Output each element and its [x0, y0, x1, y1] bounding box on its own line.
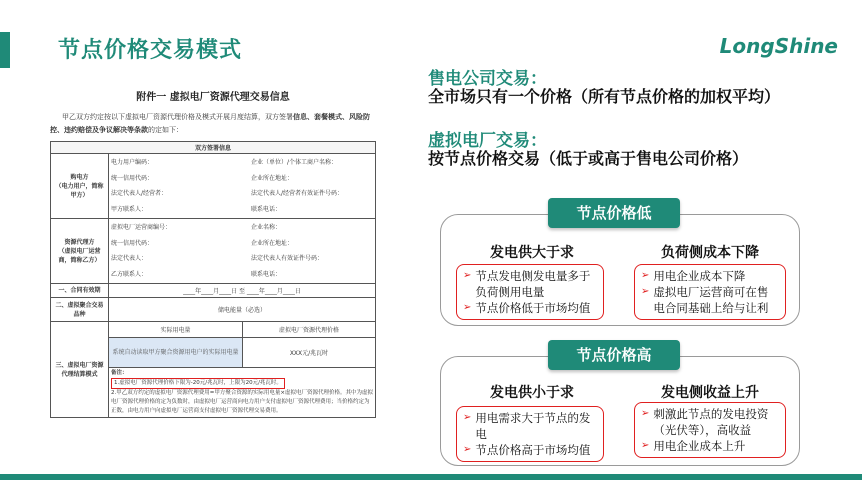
- agent-field-row: [111, 220, 373, 236]
- arrow-right-icon: ➢: [641, 286, 650, 297]
- list-item: [641, 438, 779, 454]
- price-value: XXX元/兆瓦时: [243, 338, 376, 368]
- list-item: [463, 268, 597, 300]
- contract-value: ____年____月____日 至 ____年____月____日: [109, 284, 376, 298]
- low-left-title: 发电供大于求: [490, 245, 574, 261]
- contract-label: 一、合同有效期: [51, 284, 109, 298]
- vpp-body: 按节点价格交易（低于或高于售电公司价格）: [428, 149, 749, 168]
- buyer-field-row: [111, 186, 373, 202]
- header-accent-bar: [0, 32, 10, 68]
- high-left-card: [456, 406, 604, 462]
- actual-usage-cell: 系统自动读取甲方聚合资源用电户的实际用电量: [109, 338, 243, 368]
- agent-label-text: 资源代理方 （虚拟电厂运营商，简称乙方）: [58, 238, 101, 264]
- high-right-card: [634, 402, 786, 458]
- document-intro: [50, 111, 376, 137]
- list-item: [641, 284, 779, 316]
- list-item-text: 用电企业成本下降: [653, 269, 746, 283]
- vpp-heading: 虚拟电厂交易：: [428, 131, 547, 151]
- list-item-text: 节点价格高于市场均值: [475, 443, 591, 457]
- list-item: [463, 442, 597, 458]
- arrow-right-icon: ➢: [463, 302, 472, 313]
- buyer-field: 企业（单位）/个体工商户名称：: [251, 159, 338, 166]
- list-item: [463, 410, 597, 442]
- intro-post: 的定如下：: [148, 126, 183, 134]
- agent-field: 企业所在地址：: [251, 239, 294, 247]
- agent-field: 统一信用代码：: [111, 239, 154, 247]
- agreement-table: [50, 141, 376, 418]
- arrow-right-icon: ➢: [463, 270, 472, 281]
- note-highlight: 1.虚拟电厂资源代理价格下限为-20元/兆瓦时，上限为20元/兆瓦时。: [111, 378, 285, 389]
- buyer-fields: [109, 154, 376, 219]
- agent-field-row: [111, 267, 373, 283]
- buyer-field: 企业所在地址：: [251, 174, 294, 182]
- list-item-text: 虚拟电厂运营商可在售电合同基础上给与让利: [653, 285, 769, 315]
- logo-text: LongShine: [719, 34, 838, 58]
- footer-accent-bar: [0, 474, 862, 480]
- retail-body: 全市场只有一个价格（所有节点价格的加权平均）: [428, 87, 781, 106]
- buyer-field: 电力用户编码：: [111, 159, 154, 166]
- low-right-title: 负荷侧成本下降: [661, 245, 759, 261]
- agent-field: 企业名称：: [251, 224, 282, 231]
- intro-pre: 甲乙双方约定按以下虚拟电厂资源代理价格及模式开展月度结算，双方签署: [62, 113, 293, 121]
- settle-label: 三、虚拟电厂资源代理结算模式: [51, 322, 109, 418]
- arrow-right-icon: ➢: [641, 408, 650, 419]
- agent-label: [51, 219, 109, 284]
- intro-bold: 信息、套餐模式、风险防控、违约赔偿及争议解决等条款: [50, 113, 370, 134]
- agent-fields: [109, 219, 376, 284]
- agg-label: 二、虚拟聚合交易品种: [51, 298, 109, 322]
- agent-field: 乙方联系人：: [111, 270, 148, 278]
- agreement-document: [44, 80, 382, 460]
- agent-field: 联系电话：: [251, 270, 282, 278]
- document-heading: 附件一 虚拟电厂资源代理交易信息: [136, 92, 290, 103]
- buyer-label-text: 购电方 （电力用户，简称甲方）: [55, 173, 104, 199]
- list-item-text: 用电企业成本上升: [653, 439, 746, 453]
- arrow-right-icon: ➢: [463, 412, 472, 423]
- list-item-text: 节点价格低于市场均值: [475, 301, 591, 315]
- high-right-title: 发电侧收益上升: [661, 385, 759, 401]
- buyer-field-row: [111, 171, 373, 187]
- buyer-field: 法定代表人/经营者有效证件号码：: [251, 190, 344, 197]
- arrow-right-icon: ➢: [641, 270, 650, 281]
- agent-field-row: [111, 251, 373, 267]
- agg-value: 储电能量（必选）: [109, 298, 376, 322]
- page-title: 节点价格交易模式: [58, 38, 243, 63]
- col-actual: 实际用电量: [109, 322, 243, 338]
- agent-field-row: [111, 236, 373, 252]
- list-item: [641, 406, 779, 438]
- agent-field: 虚拟电厂运营商编号：: [111, 224, 172, 231]
- buyer-field-row: [111, 202, 373, 218]
- buyer-field: 甲方联系人：: [111, 205, 148, 213]
- buyer-field: 联系电话：: [251, 205, 282, 213]
- note-rest: 2.甲乙双方约定的虚拟电厂资源代理费用=甲方聚合资源的实际用电量×虚拟电厂资源代理价格。其中为虚拟电厂资源代理价格的定为负数时，由虚拟电厂运营商向电力用户支付虚拟电厂资源代理费用；当价格约定为正数，由电力用户向虚拟电厂运营商支付虚拟电厂资源代理交易费用。: [111, 390, 373, 414]
- note-cell: [109, 368, 376, 418]
- buyer-field: 统一信用代码：: [111, 174, 154, 182]
- low-right-card: [634, 264, 786, 320]
- high-left-title: 发电供小于求: [490, 385, 574, 401]
- buyer-label: [51, 154, 109, 219]
- arrow-right-icon: ➢: [463, 444, 472, 455]
- retail-heading: 售电公司交易：: [428, 69, 547, 89]
- col-price: 虚拟电厂资源代理价格: [243, 322, 376, 338]
- list-item-text: 节点发电侧发电量多于负荷侧用电量: [475, 269, 591, 299]
- buyer-field: 法定代表人/经营者：: [111, 190, 168, 197]
- list-item: [641, 268, 779, 284]
- list-item-text: 刺激此节点的发电投资（光伏等），高收益: [653, 407, 769, 437]
- sign-header: 双方签署信息: [51, 142, 376, 154]
- tag-high-price: 节点价格高: [548, 340, 680, 370]
- low-left-card: [456, 264, 604, 320]
- list-item: [463, 300, 597, 316]
- note-title: 备注：: [111, 370, 128, 376]
- company-logo: [720, 34, 838, 58]
- agent-field: 法定代表人有效证件号码：: [251, 255, 324, 262]
- buyer-field-row: [111, 155, 373, 171]
- list-item-text: 用电需求大于节点的发电: [475, 411, 591, 441]
- arrow-right-icon: ➢: [641, 440, 650, 451]
- tag-low-price: 节点价格低: [548, 198, 680, 228]
- agent-field: 法定代表人：: [111, 255, 148, 262]
